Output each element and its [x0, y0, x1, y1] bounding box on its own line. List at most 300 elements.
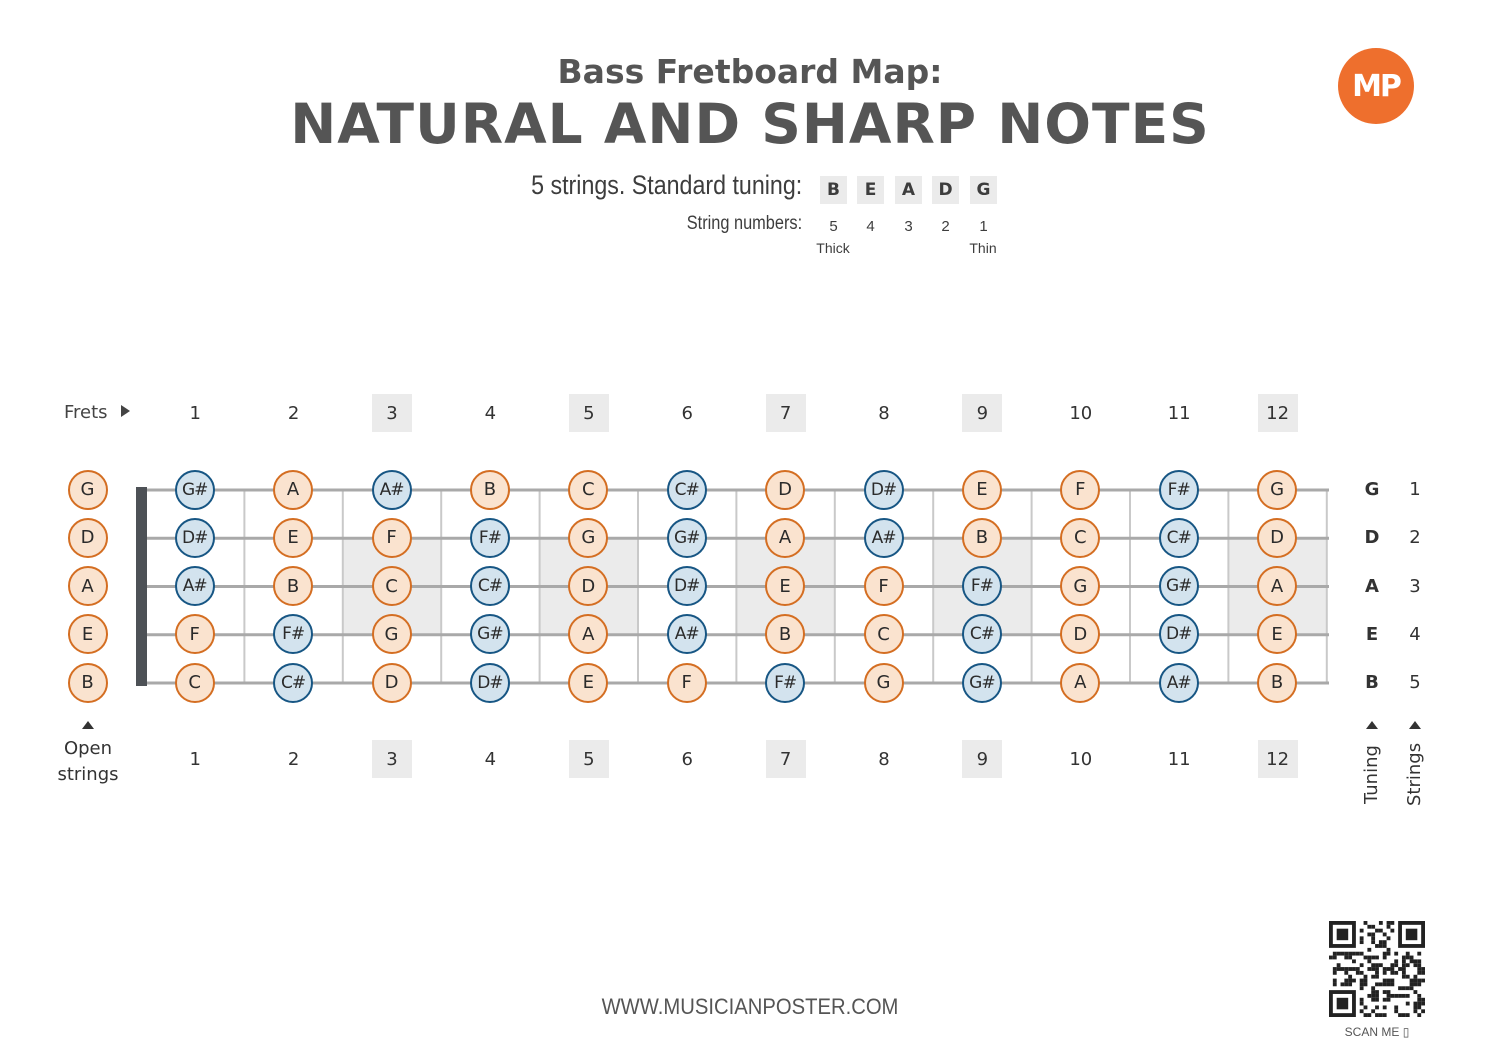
string-numbers-label: String numbers:: [686, 213, 802, 234]
qr-module: [1402, 975, 1406, 979]
string-number: 3: [1409, 575, 1421, 597]
qr-module: [1356, 952, 1360, 956]
qr-module: [1344, 952, 1348, 956]
qr-module: [1413, 963, 1417, 967]
qr-module: [1402, 971, 1406, 975]
string-number: 2: [941, 218, 950, 235]
qr-module: [1360, 1002, 1364, 1006]
qr-module: [1337, 963, 1341, 967]
qr-module: [1383, 967, 1387, 971]
natural-note: A: [1257, 566, 1297, 606]
qr-module: [1371, 956, 1375, 960]
qr-module: [1352, 959, 1356, 963]
qr-module: [1383, 940, 1387, 944]
fret-number: 3: [372, 394, 412, 432]
qr-module: [1367, 994, 1371, 998]
qr-finder: [1337, 998, 1349, 1010]
natural-note: C: [864, 614, 904, 654]
qr-module: [1406, 994, 1410, 998]
qr-module: [1333, 967, 1337, 971]
qr-module: [1367, 1013, 1371, 1017]
fret-number: 12: [1258, 740, 1298, 778]
fret-number: 11: [1167, 748, 1191, 770]
natural-note: F: [1060, 470, 1100, 510]
qr-module: [1387, 990, 1391, 994]
scan-me-text: SCAN ME: [1344, 1025, 1400, 1039]
natural-note: C: [568, 470, 608, 510]
qr-module: [1383, 1013, 1387, 1017]
qr-module: [1394, 959, 1398, 963]
string-number: 4: [1409, 623, 1421, 645]
natural-note: A: [568, 614, 608, 654]
fret-number: 1: [189, 402, 201, 424]
qr-module: [1375, 944, 1379, 948]
qr-module: [1371, 1009, 1375, 1013]
qr-module: [1417, 982, 1421, 986]
tuning-note: D: [1364, 527, 1380, 549]
qr-module: [1417, 963, 1421, 967]
qr-module: [1413, 1002, 1417, 1006]
tuning-note-box: D: [932, 176, 959, 204]
qr-module: [1341, 967, 1345, 971]
natural-note: G: [68, 470, 108, 510]
tuning-note-box: B: [820, 176, 847, 204]
qr-module: [1398, 986, 1402, 990]
qr-module: [1387, 948, 1391, 952]
natural-note: B: [765, 614, 805, 654]
fret-number: 6: [681, 402, 693, 424]
natural-note: D: [1257, 518, 1297, 558]
qr-module: [1413, 990, 1417, 994]
qr-module: [1348, 967, 1352, 971]
phone-icon: ▯: [1402, 1025, 1410, 1039]
qr-module: [1398, 994, 1402, 998]
qr-module: [1387, 994, 1391, 998]
qr-module: [1413, 982, 1417, 986]
natural-note: G: [864, 663, 904, 703]
qr-module: [1394, 971, 1398, 975]
qr-module: [1367, 933, 1371, 937]
qr-module: [1417, 998, 1421, 1002]
qr-module: [1360, 952, 1364, 956]
qr-module: [1406, 986, 1410, 990]
fret-number: 1: [189, 748, 201, 770]
qr-module: [1410, 982, 1414, 986]
string-number: 3: [904, 218, 913, 235]
natural-note: F: [864, 566, 904, 606]
qr-code-icon[interactable]: [1329, 921, 1425, 1017]
sharp-note: A#: [864, 518, 904, 558]
qr-module: [1341, 982, 1345, 986]
qr-module: [1375, 994, 1379, 998]
qr-module: [1360, 998, 1364, 1002]
string-number: 1: [979, 218, 988, 235]
natural-note: A: [1060, 663, 1100, 703]
qr-module: [1371, 975, 1375, 979]
qr-module: [1402, 1013, 1406, 1017]
qr-module: [1356, 967, 1360, 971]
qr-module: [1379, 963, 1383, 967]
qr-module: [1371, 925, 1375, 929]
fret-number: 7: [766, 740, 806, 778]
fret-number: 2: [287, 402, 300, 424]
qr-module: [1398, 1013, 1402, 1017]
qr-module: [1360, 1009, 1364, 1013]
qr-module: [1375, 956, 1379, 960]
natural-note: C: [372, 566, 412, 606]
arrow-up-icon: [1366, 721, 1378, 729]
qr-module: [1387, 925, 1391, 929]
natural-note: G: [1060, 566, 1100, 606]
fret-number: 9: [962, 740, 1002, 778]
string-number: 5: [829, 218, 838, 235]
qr-module: [1398, 967, 1402, 971]
sharp-note: A#: [1159, 663, 1199, 703]
sharp-note: C#: [273, 663, 313, 703]
qr-module: [1348, 979, 1352, 983]
qr-module: [1375, 967, 1379, 971]
sharp-note: D#: [470, 663, 510, 703]
qr-module: [1421, 998, 1425, 1002]
natural-note: C: [175, 663, 215, 703]
qr-module: [1390, 921, 1394, 925]
qr-module: [1417, 971, 1421, 975]
qr-module: [1333, 971, 1337, 975]
qr-module: [1375, 1013, 1379, 1017]
sharp-note: F#: [1159, 470, 1199, 510]
qr-module: [1364, 975, 1368, 979]
qr-module: [1383, 944, 1387, 948]
natural-note: E: [568, 663, 608, 703]
strings-axis-label: Strings: [1404, 742, 1425, 806]
natural-note: G: [1257, 470, 1297, 510]
qr-module: [1413, 1009, 1417, 1013]
natural-note: D: [568, 566, 608, 606]
qr-module: [1352, 979, 1356, 983]
subtitle: Bass Fretboard Map:: [557, 52, 943, 91]
qr-module: [1344, 956, 1348, 960]
natural-note: B: [962, 518, 1002, 558]
qr-module: [1413, 979, 1417, 983]
arrow-up-icon: [82, 721, 94, 729]
qr-module: [1341, 952, 1345, 956]
natural-note: G: [568, 518, 608, 558]
qr-module: [1375, 998, 1379, 1002]
qr-module: [1337, 967, 1341, 971]
sharp-note: G#: [175, 470, 215, 510]
natural-note: B: [1257, 663, 1297, 703]
natural-note: B: [273, 566, 313, 606]
qr-module: [1383, 998, 1387, 1002]
qr-module: [1348, 975, 1352, 979]
qr-module: [1371, 933, 1375, 937]
string-number: 4: [866, 218, 875, 235]
qr-module: [1367, 948, 1371, 952]
qr-module: [1390, 929, 1394, 933]
qr-module: [1383, 990, 1387, 994]
tuning-axis-label: Tuning: [1361, 745, 1382, 804]
qr-module: [1371, 967, 1375, 971]
fret-number: 3: [372, 740, 412, 778]
qr-module: [1417, 994, 1421, 998]
sharp-note: D#: [667, 566, 707, 606]
qr-module: [1364, 1013, 1368, 1017]
tuning-note: G: [1364, 479, 1380, 500]
qr-module: [1360, 971, 1364, 975]
fret-number: 5: [569, 394, 609, 432]
natural-note: A: [273, 470, 313, 510]
qr-module: [1387, 921, 1391, 925]
qr-module: [1364, 982, 1368, 986]
qr-module: [1402, 956, 1406, 960]
qr-module: [1406, 975, 1410, 979]
qr-module: [1371, 994, 1375, 998]
sharp-note: C#: [667, 470, 707, 510]
qr-module: [1333, 979, 1337, 983]
qr-module: [1371, 986, 1375, 990]
qr-module: [1371, 990, 1375, 994]
qr-module: [1417, 967, 1421, 971]
qr-module: [1364, 979, 1368, 983]
arrow-up-icon: [1409, 721, 1421, 729]
qr-module: [1390, 994, 1394, 998]
qr-module: [1402, 986, 1406, 990]
natural-note: E: [962, 470, 1002, 510]
qr-module: [1367, 959, 1371, 963]
qr-module: [1352, 952, 1356, 956]
qr-module: [1387, 952, 1391, 956]
qr-module: [1379, 982, 1383, 986]
sharp-note: D#: [1159, 614, 1199, 654]
string-number: 5: [1409, 672, 1421, 693]
qr-module: [1390, 971, 1394, 975]
fret-number: 4: [484, 402, 497, 424]
qr-module: [1387, 998, 1391, 1002]
qr-module: [1367, 925, 1371, 929]
qr-module: [1360, 963, 1364, 967]
qr-module: [1383, 979, 1387, 983]
qr-module: [1344, 971, 1348, 975]
qr-module: [1375, 963, 1379, 967]
sharp-note: A#: [667, 614, 707, 654]
qr-module: [1410, 956, 1414, 960]
natural-note: D: [765, 470, 805, 510]
qr-module: [1421, 967, 1425, 971]
qr-module: [1421, 1002, 1425, 1006]
qr-module: [1417, 959, 1421, 963]
qr-module: [1360, 986, 1364, 990]
sharp-note: A#: [175, 566, 215, 606]
sharp-note: F#: [765, 663, 805, 703]
natural-note: E: [273, 518, 313, 558]
qr-module: [1337, 952, 1341, 956]
qr-module: [1410, 959, 1414, 963]
qr-module: [1413, 1005, 1417, 1009]
sharp-note: A#: [372, 470, 412, 510]
fret-number: 10: [1069, 748, 1093, 770]
sharp-note: F#: [962, 566, 1002, 606]
thick-label: Thick: [816, 240, 850, 256]
fret-number: 6: [681, 748, 693, 770]
natural-note: F: [175, 614, 215, 654]
natural-note: D: [372, 663, 412, 703]
sharp-note: G#: [470, 614, 510, 654]
qr-module: [1417, 1005, 1421, 1009]
qr-module: [1379, 921, 1383, 925]
fret-number: 8: [878, 748, 890, 770]
qr-module: [1390, 963, 1394, 967]
qr-module: [1333, 956, 1337, 960]
qr-module: [1364, 1005, 1368, 1009]
fret-number: 5: [569, 740, 609, 778]
qr-module: [1383, 933, 1387, 937]
qr-module: [1402, 963, 1406, 967]
qr-module: [1379, 1013, 1383, 1017]
qr-module: [1383, 952, 1387, 956]
sharp-note: G#: [962, 663, 1002, 703]
qr-module: [1406, 1002, 1410, 1006]
sharp-note: C#: [962, 614, 1002, 654]
natural-note: B: [470, 470, 510, 510]
fret-number: 7: [766, 394, 806, 432]
qr-module: [1367, 967, 1371, 971]
qr-module: [1394, 994, 1398, 998]
website-url[interactable]: WWW.MUSICIANPOSTER.COM: [601, 994, 899, 1019]
natural-note: G: [372, 614, 412, 654]
natural-note: E: [68, 614, 108, 654]
fret-number: 2: [287, 748, 300, 770]
qr-module: [1364, 956, 1368, 960]
qr-module: [1417, 979, 1421, 983]
fret-number: 11: [1167, 402, 1191, 424]
fret-number: 12: [1258, 394, 1298, 432]
qr-module: [1364, 921, 1368, 925]
qr-module: [1371, 998, 1375, 1002]
sharp-note: C#: [470, 566, 510, 606]
natural-note: A: [68, 566, 108, 606]
qr-module: [1383, 971, 1387, 975]
scan-me-label: [1322, 1025, 1432, 1039]
natural-note: B: [68, 663, 108, 703]
qr-module: [1348, 982, 1352, 986]
qr-module: [1379, 929, 1383, 933]
qr-finder: [1337, 929, 1349, 941]
qr-module: [1383, 956, 1387, 960]
sharp-note: G#: [667, 518, 707, 558]
tuning-note: A: [1365, 575, 1379, 597]
qr-module: [1394, 963, 1398, 967]
qr-module: [1421, 1009, 1425, 1013]
qr-module: [1375, 929, 1379, 933]
thin-label: Thin: [969, 240, 997, 256]
qr-finder: [1406, 929, 1418, 941]
tuning-note-box: E: [857, 176, 884, 204]
tuning-label: 5 strings. Standard tuning:: [530, 170, 802, 200]
sharp-note: C#: [1159, 518, 1199, 558]
page-title: NATURAL AND SHARP NOTES: [290, 92, 1210, 156]
frets-label: Frets: [64, 402, 108, 423]
fret-number: 9: [962, 394, 1002, 432]
brand-logo[interactable]: MP: [1338, 48, 1414, 124]
sharp-note: D#: [864, 470, 904, 510]
tuning-note: B: [1365, 672, 1379, 693]
fret-number: 4: [484, 748, 497, 770]
natural-note: F: [372, 518, 412, 558]
qr-module: [1371, 963, 1375, 967]
qr-module: [1390, 967, 1394, 971]
fret-number: 8: [878, 402, 890, 424]
qr-module: [1379, 944, 1383, 948]
qr-module: [1417, 952, 1421, 956]
open-strings-label: Open strings: [57, 738, 119, 785]
qr-module: [1387, 979, 1391, 983]
qr-module: [1406, 963, 1410, 967]
qr-module: [1402, 967, 1406, 971]
qr-module: [1348, 956, 1352, 960]
qr-module: [1371, 940, 1375, 944]
qr-module: [1375, 971, 1379, 975]
qr-module: [1406, 952, 1410, 956]
qr-module: [1410, 986, 1414, 990]
qr-module: [1379, 940, 1383, 944]
qr-module: [1390, 982, 1394, 986]
qr-module: [1344, 982, 1348, 986]
qr-module: [1387, 967, 1391, 971]
sharp-note: D#: [175, 518, 215, 558]
natural-note: E: [1257, 614, 1297, 654]
qr-module: [1375, 1005, 1379, 1009]
qr-module: [1333, 952, 1337, 956]
tuning-note: E: [1365, 623, 1379, 645]
qr-module: [1394, 1005, 1398, 1009]
qr-module: [1394, 1009, 1398, 1013]
qr-module: [1387, 936, 1391, 940]
qr-module: [1413, 975, 1417, 979]
qr-module: [1329, 956, 1333, 960]
qr-module: [1375, 982, 1379, 986]
qr-module: [1406, 956, 1410, 960]
qr-module: [1360, 940, 1364, 944]
qr-module: [1360, 982, 1364, 986]
qr-module: [1333, 982, 1337, 986]
natural-note: E: [765, 566, 805, 606]
qr-module: [1402, 959, 1406, 963]
tuning-note-box: G: [970, 176, 997, 204]
qr-module: [1352, 967, 1356, 971]
qr-module: [1413, 959, 1417, 963]
sharp-note: F#: [273, 614, 313, 654]
qr-module: [1417, 1013, 1421, 1017]
qr-module: [1387, 982, 1391, 986]
sharp-note: G#: [1159, 566, 1199, 606]
string-number: 2: [1409, 527, 1421, 549]
qr-module: [1383, 1005, 1387, 1009]
qr-module: [1360, 929, 1364, 933]
qr-module: [1360, 936, 1364, 940]
qr-module: [1402, 994, 1406, 998]
qr-module: [1417, 1002, 1421, 1006]
natural-note: F: [667, 663, 707, 703]
qr-module: [1421, 979, 1425, 983]
qr-module: [1394, 952, 1398, 956]
qr-module: [1406, 1013, 1410, 1017]
qr-module: [1344, 979, 1348, 983]
qr-module: [1360, 979, 1364, 983]
qr-module: [1410, 979, 1414, 983]
natural-note: C: [1060, 518, 1100, 558]
qr-module: [1383, 982, 1387, 986]
qr-module: [1344, 967, 1348, 971]
